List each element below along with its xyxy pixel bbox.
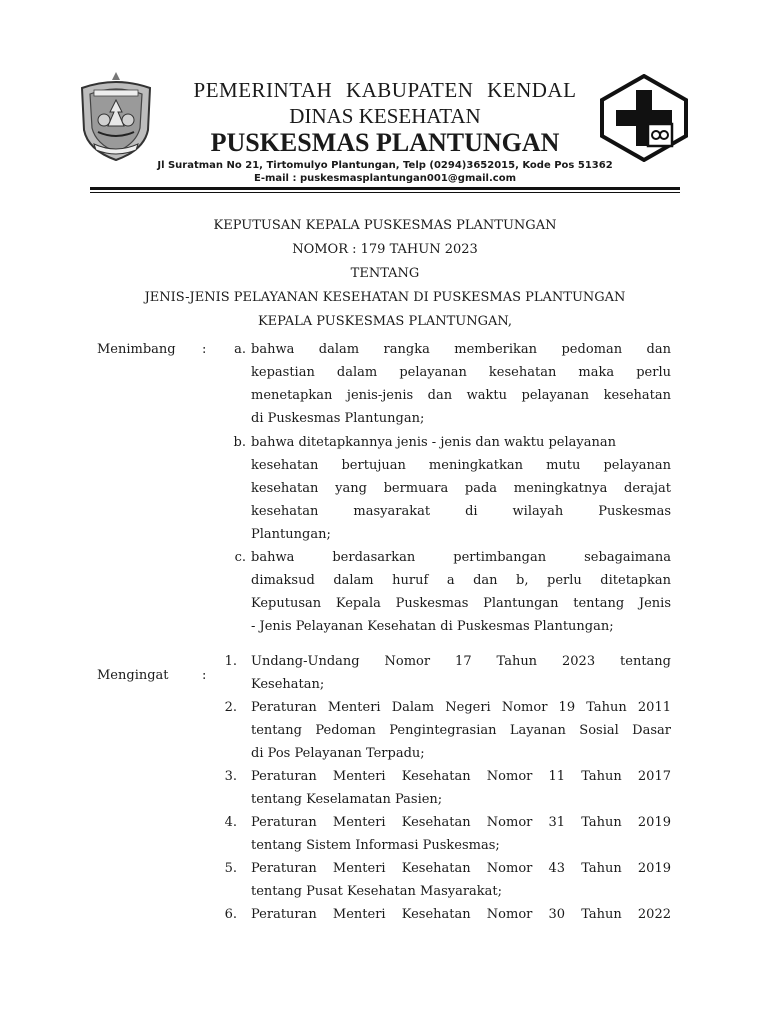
text-line: Peraturan Menteri Kesehatan Nomor 30 Tahun 2022 <box>251 907 671 922</box>
decree-title <box>80 214 690 334</box>
menimbang-mark-a: a. <box>234 342 246 357</box>
mengingat-item-4 <box>251 811 671 857</box>
text-line: kesehatan masyarakat di wilayah Puskesmas <box>251 504 671 519</box>
header-address: Jl Suratman No 21, Tirtomulyo Plantungan, Telp (0294)3652015, Kode Pos 51362 <box>157 160 613 171</box>
header-email: E-mail : puskesmasplantungan001@gmail.com <box>253 173 516 184</box>
text-line: tentang Keselamatan Pasien; <box>251 792 443 807</box>
mengingat-item-1 <box>251 650 671 696</box>
text-line: kesehatan yang bermuara pada meningkatnya derajat <box>251 481 671 496</box>
menimbang-label: Menimbang <box>97 342 176 357</box>
text-line: bahwa berdasarkan pertimbangan sebagaimana <box>251 550 671 565</box>
mengingat-label: Mengingat <box>97 668 169 683</box>
mengingat-mark-1: 1. <box>224 654 237 669</box>
mengingat-mark-3: 3. <box>224 769 237 784</box>
decree-heading: KEPUTUSAN KEPALA PUSKESMAS PLANTUNGAN <box>213 218 557 233</box>
text-line: kepastian dalam pelayanan kesehatan maka perlu <box>251 365 671 380</box>
text-line: Plantungan; <box>251 527 331 542</box>
header-government: PEMERINTAH KABUPATEN KENDAL <box>193 78 577 102</box>
text-line: kesehatan bertujuan meningkatkan mutu pelayanan <box>251 458 671 473</box>
text-line: di Pos Pelayanan Terpadu; <box>251 746 425 761</box>
text-line: bahwa dalam rangka memberikan pedoman dan <box>251 342 671 357</box>
mengingat-item-5 <box>251 857 671 903</box>
text-line: menetapkan jenis-jenis dan waktu pelayanan kesehatan <box>251 388 671 403</box>
menimbang-mark-c: c. <box>234 550 246 565</box>
decree-number: NOMOR : 179 TAHUN 2023 <box>292 242 478 257</box>
text-line: Kesehatan; <box>251 677 325 692</box>
decree-about: TENTANG <box>350 266 420 281</box>
menimbang-item-a <box>251 338 671 430</box>
menimbang-mark-b: b. <box>233 435 246 450</box>
mengingat-mark-5: 5. <box>224 861 237 876</box>
header-institution: PUSKESMAS PLANTUNGAN <box>210 128 560 157</box>
decree-subject: JENIS-JENIS PELAYANAN KESEHATAN DI PUSKESMAS PLANTUNGAN <box>144 290 626 305</box>
header-rule-thick <box>90 187 680 190</box>
mengingat-item-6 <box>251 903 671 926</box>
text-line: bahwa ditetapkannya jenis - jenis dan waktu pelayanan <box>251 435 616 450</box>
text-line: tentang Sistem Informasi Puskesmas; <box>251 838 500 853</box>
mengingat-item-2 <box>251 696 671 765</box>
text-line: dimaksud dalam huruf a dan b, perlu ditetapkan <box>251 573 671 588</box>
mengingat-colon: : <box>202 668 207 683</box>
mengingat-mark-2: 2. <box>224 700 237 715</box>
text-line: di Puskesmas Plantungan; <box>251 411 425 426</box>
menimbang-item-b <box>251 431 671 546</box>
text-line: Undang-Undang Nomor 17 Tahun 2023 tentang <box>251 654 671 669</box>
mengingat-mark-6: 6. <box>224 907 237 922</box>
kendal-emblem-icon <box>74 70 158 162</box>
mengingat-mark-4: 4. <box>224 815 237 830</box>
text-line: tentang Pedoman Pengintegrasian Layanan Sosial Dasar <box>251 723 671 738</box>
text-line: Peraturan Menteri Kesehatan Nomor 31 Tahun 2019 <box>251 815 671 830</box>
puskesmas-cross-icon <box>598 74 690 162</box>
text-line: Peraturan Menteri Dalam Negeri Nomor 19 Tahun 2011 <box>251 700 671 715</box>
menimbang-colon: : <box>202 342 207 357</box>
header-rule-thin <box>90 192 680 193</box>
mengingat-item-3 <box>251 765 671 811</box>
text-line: tentang Pusat Kesehatan Masyarakat; <box>251 884 503 899</box>
text-line: - Jenis Pelayanan Kesehatan di Puskesmas Plantungan; <box>251 619 614 634</box>
menimbang-item-c <box>251 546 671 638</box>
header-agency: DINAS KESEHATAN <box>289 104 481 128</box>
decree-authority: KEPALA PUSKESMAS PLANTUNGAN, <box>257 314 513 329</box>
text-line: Peraturan Menteri Kesehatan Nomor 43 Tahun 2019 <box>251 861 671 876</box>
text-line: Keputusan Kepala Puskesmas Plantungan tentang Jenis <box>251 596 671 611</box>
text-line: Peraturan Menteri Kesehatan Nomor 11 Tahun 2017 <box>251 769 671 784</box>
letterhead <box>0 0 768 190</box>
